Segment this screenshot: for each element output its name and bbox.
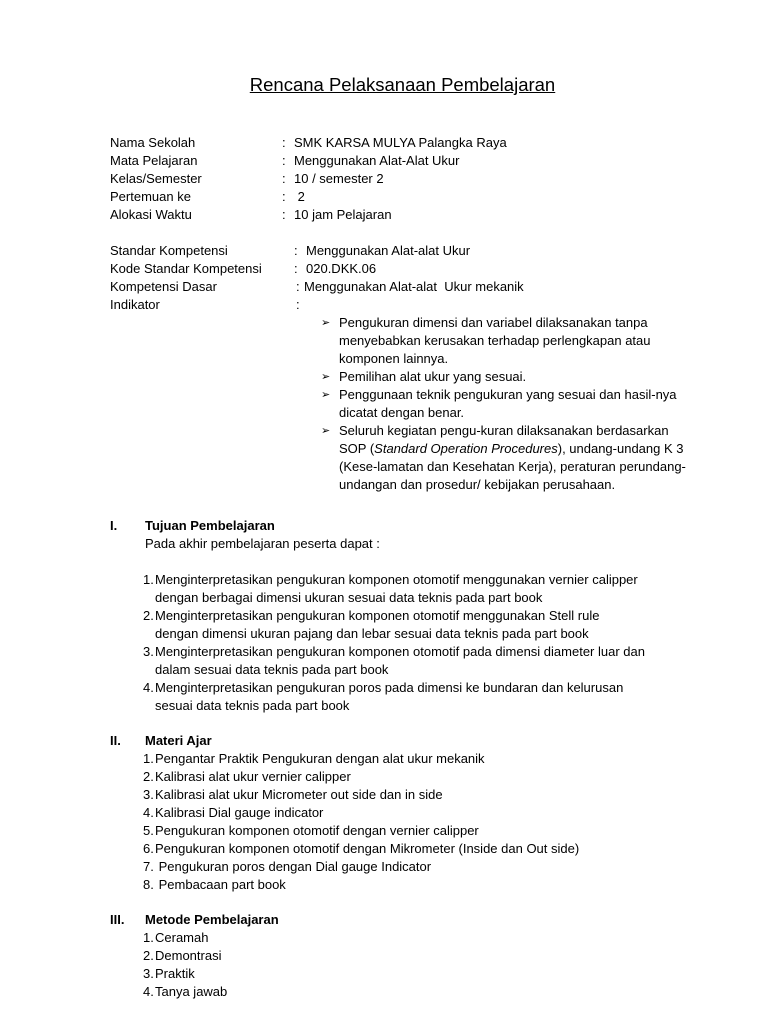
list-item	[321, 422, 691, 494]
info-colon: :	[294, 261, 298, 276]
list-item	[143, 876, 733, 894]
section-title: Tujuan Pembelajaran	[145, 518, 275, 533]
arrowhead-bullet-icon: ➢	[321, 425, 331, 437]
item-text: Pembacaan part book	[155, 877, 286, 892]
info-row-class-semester	[110, 170, 384, 188]
info-row-meeting	[110, 188, 305, 206]
list-item	[143, 643, 733, 679]
item-number: 3.	[143, 644, 154, 659]
list-item	[143, 858, 733, 876]
info-value: 10 / semester 2	[294, 171, 384, 186]
item-number: 4.	[143, 805, 154, 820]
item-line: Menginterpretasikan pengukuran komponen otomotif menggunakan vernier calipper	[155, 572, 638, 587]
info-value: 2	[294, 189, 305, 204]
list-item	[143, 983, 733, 1001]
info-value: SMK KARSA MULYA Palangka Raya	[294, 135, 507, 150]
info-colon: :	[296, 297, 300, 312]
info-colon: :	[294, 243, 298, 258]
item-text: Pengukuran komponen otomotif dengan Mikrometer (Inside dan Out side)	[155, 841, 580, 856]
indicator-text-part: Seluruh kegiatan pengu-kuran dilaksanakan berdasarkan SOP (	[339, 423, 669, 456]
section-intro: Pada akhir pembelajaran peserta dapat :	[145, 536, 380, 551]
info-label: Kelas/Semester	[110, 171, 202, 186]
list-item	[143, 965, 733, 983]
item-line: sesuai data teknis pada part book	[155, 698, 350, 713]
info-label: Kompetensi Dasar	[110, 279, 217, 294]
arrowhead-bullet-icon: ➢	[321, 371, 331, 383]
info-row-standard-competency	[110, 242, 470, 260]
indicator-text: Penggunaan teknik pengukuran yang sesuai dan hasil-nya dicatat dengan benar.	[339, 387, 677, 420]
item-text: Kalibrasi alat ukur Micrometer out side dan in side	[155, 787, 443, 802]
info-row-indicator	[110, 296, 300, 314]
list-item	[143, 804, 733, 822]
list-item	[321, 386, 691, 422]
info-colon: :	[296, 279, 300, 294]
list-item	[143, 571, 733, 607]
section-heading-objectives	[110, 517, 275, 535]
section-title: Materi Ajar	[145, 733, 212, 748]
item-number: 4.	[143, 680, 154, 695]
info-label: Alokasi Waktu	[110, 207, 192, 222]
indicator-text-part: ), undang-undang K 3 (Kese-lamatan dan Kesehatan Kerja), peraturan perundang-undangan dan prosedur/ kebijakan perusahaan.	[339, 441, 686, 492]
info-value: Menggunakan Alat-alat Ukur	[306, 243, 471, 258]
item-text: Praktik	[155, 966, 195, 981]
item-line: Menginterpretasikan pengukuran poros pada dimensi ke bundaran dan kelurusan	[155, 680, 624, 695]
methods-list	[143, 929, 733, 1001]
section-heading-materials	[110, 732, 212, 750]
indicator-text: Pengukuran dimensi dan variabel dilaksanakan tanpa menyebabkan kerusakan terhadap perlengkapan atau komponen lainnya.	[339, 315, 651, 366]
item-text: Demontrasi	[155, 948, 222, 963]
info-value: Menggunakan Alat-alat Ukur mekanik	[304, 279, 524, 294]
info-row-time-allocation	[110, 206, 392, 224]
materials-list	[143, 750, 733, 894]
list-item	[143, 929, 733, 947]
info-colon: :	[282, 171, 286, 186]
info-value: Menggunakan Alat-Alat Ukur	[294, 153, 460, 168]
item-text: Tanya jawab	[155, 984, 228, 999]
item-number: 1.	[143, 930, 154, 945]
list-item	[143, 947, 733, 965]
section-number: III.	[110, 912, 125, 927]
item-text: Kalibrasi alat ukur vernier calipper	[155, 769, 351, 784]
info-row-school	[110, 134, 507, 152]
info-row-competency-code	[110, 260, 376, 278]
info-value: 10 jam Pelajaran	[294, 207, 392, 222]
item-number: 2.	[143, 769, 154, 784]
list-item	[143, 822, 733, 840]
item-text: Pengantar Praktik Pengukuran dengan alat ukur mekanik	[155, 751, 485, 766]
list-item	[143, 750, 733, 768]
objectives-list	[143, 571, 733, 715]
item-text: Ceramah	[155, 930, 209, 945]
item-line: dengan dimensi ukuran pajang dan lebar sesuai data teknis pada part book	[155, 626, 589, 641]
item-line: dalam sesuai data teknis pada part book	[155, 662, 389, 677]
indicator-text: Pemilihan alat ukur yang sesuai.	[339, 369, 527, 384]
section-heading-methods	[110, 911, 279, 929]
indicator-list	[321, 314, 691, 494]
item-number: 2.	[143, 948, 154, 963]
info-colon: :	[282, 189, 286, 204]
item-line: Menginterpretasikan pengukuran komponen otomotif pada dimensi diameter luar dan	[155, 644, 645, 659]
info-colon: :	[282, 135, 286, 150]
list-item	[143, 840, 733, 858]
info-label: Pertemuan ke	[110, 189, 191, 204]
page-title: Rencana Pelaksanaan Pembelajaran	[249, 74, 556, 95]
item-number: 1.	[143, 572, 154, 587]
arrowhead-bullet-icon: ➢	[321, 317, 331, 329]
item-number: 1.	[143, 751, 154, 766]
info-label: Kode Standar Kompetensi	[110, 261, 262, 276]
item-text: Pengukuran poros dengan Dial gauge Indicator	[155, 859, 432, 874]
item-text: Pengukuran komponen otomotif dengan vernier calipper	[155, 823, 479, 838]
info-label: Standar Kompetensi	[110, 243, 228, 258]
info-label: Mata Pelajaran	[110, 153, 198, 168]
item-number: 8.	[143, 877, 154, 892]
section-title: Metode Pembelajaran	[145, 912, 279, 927]
list-item	[321, 368, 691, 386]
info-colon: :	[282, 153, 286, 168]
item-number: 4.	[143, 984, 154, 999]
item-number: 2.	[143, 608, 154, 623]
list-item	[143, 768, 733, 786]
info-colon: :	[282, 207, 286, 222]
item-number: 3.	[143, 787, 154, 802]
list-item	[321, 314, 691, 368]
info-row-basic-competency	[110, 278, 524, 296]
list-item	[143, 786, 733, 804]
item-number: 3.	[143, 966, 154, 981]
info-row-subject	[110, 152, 459, 170]
item-line: Menginterpretasikan pengukuran komponen otomotif menggunakan Stell rule	[155, 608, 600, 623]
info-label: Nama Sekolah	[110, 135, 196, 150]
info-label: Indikator	[110, 297, 160, 312]
arrowhead-bullet-icon: ➢	[321, 389, 331, 401]
item-text: Kalibrasi Dial gauge indicator	[155, 805, 324, 820]
section-number: II.	[110, 733, 121, 748]
item-number: 6.	[143, 841, 154, 856]
item-line: dengan berbagai dimensi ukuran sesuai data teknis pada part book	[155, 590, 543, 605]
list-item	[143, 607, 733, 643]
list-item	[143, 679, 733, 715]
indicator-text-italic: Standard Operation Procedures	[374, 441, 558, 456]
section-number: I.	[110, 518, 118, 533]
item-number: 5.	[143, 823, 154, 838]
info-value: 020.DKK.06	[306, 261, 377, 276]
item-number: 7.	[143, 859, 154, 874]
